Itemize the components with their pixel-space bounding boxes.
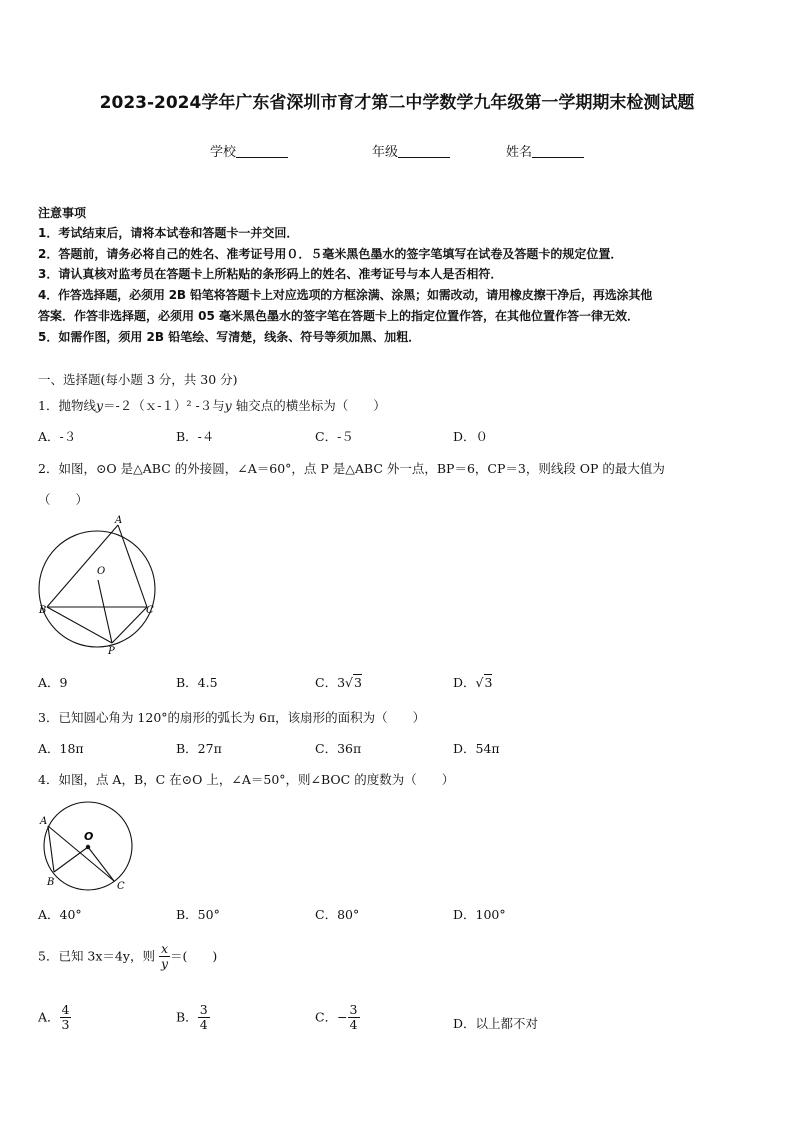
note-item: 3．请认真核对监考员在答题卡上所粘贴的条形码上的姓名、准考证号与本人是否相符．: [38, 267, 503, 281]
note-item: 2．答题前，请务必将自己的姓名、准考证号用０．５毫米黑色墨水的签字笔填写在试卷及答题卡的规定位置．: [38, 247, 623, 261]
q5-option-b-den: 4: [199, 1017, 208, 1033]
q5-frac-den: y: [160, 956, 168, 972]
q1-text-a: 1．抛物线: [38, 398, 96, 413]
q2-option-d-label: D．: [453, 675, 476, 690]
q4-label-a: A: [40, 816, 48, 827]
q5-option-c-label: C．−: [315, 1009, 348, 1025]
q4-chord-ac: [48, 826, 114, 881]
q4-center-dot: [86, 845, 90, 849]
q3-option-b[interactable]: B．27π: [176, 741, 222, 756]
page-title: 2023-2024学年广东省深圳市育才第二中学数学九年级第一学期期末检测试题: [99, 93, 695, 113]
q2-side-ac: [118, 525, 147, 607]
question-5: [38, 942, 217, 972]
q2-side-ab: [47, 525, 118, 607]
section-heading: 一、选择题(每小题 3 分，共 30 分): [38, 372, 238, 387]
q2-option-c[interactable]: C．3√3: [315, 675, 362, 690]
q5-text-a: 5．已知 3x＝4y，则: [38, 948, 155, 964]
q5-option-a-label: A．: [38, 1009, 60, 1025]
q4-option-a[interactable]: A．40°: [38, 907, 82, 922]
school-label: 学校: [210, 145, 237, 160]
q2-option-c-radicand: 3: [354, 675, 362, 690]
q2-label-b: B: [39, 605, 47, 616]
q4-radius-ob: [54, 847, 88, 872]
q3-option-a[interactable]: A．18π: [38, 741, 84, 756]
school-field: [210, 141, 288, 160]
note-item: 4．作答选择题，必须用 2B 铅笔将答题卡上对应选项的方框涂满、涂黑；如需改动，请用橡皮擦干净后，再选涂其他: [38, 288, 653, 302]
q5-option-b[interactable]: [176, 1003, 210, 1033]
q2-label-c: C: [146, 605, 154, 616]
q5-option-b-num: 3: [199, 1002, 208, 1017]
name-field: [506, 141, 584, 160]
q1-option-b[interactable]: B．-４: [176, 429, 215, 444]
q1-var-y: y: [95, 398, 104, 413]
q5-option-c-num: 3: [349, 1002, 358, 1017]
q2-circle-figure: [30, 512, 165, 660]
question-1: [38, 396, 386, 414]
q5-option-c-den: 4: [349, 1017, 358, 1033]
q4-label-c: C: [117, 881, 125, 892]
q5-option-a-den: 3: [61, 1017, 70, 1033]
q4-label-o: O: [84, 830, 94, 843]
q3-option-c[interactable]: C．36π: [315, 741, 362, 756]
q2-segment-bp: [47, 607, 112, 643]
note-item: 1．考试结束后，请将本试卷和答题卡一并交回．: [38, 226, 299, 240]
q2-option-c-coef: C．3: [315, 675, 346, 690]
q4-option-b[interactable]: B．50°: [176, 907, 220, 922]
q5-fraction-x-over-y: [159, 942, 170, 972]
name-blank[interactable]: [532, 145, 584, 158]
q5-frac-num: x: [160, 941, 168, 956]
school-blank[interactable]: [236, 145, 288, 158]
q2-option-b[interactable]: B．4.5: [176, 675, 218, 690]
grade-blank[interactable]: [398, 145, 450, 158]
q4-circle-figure: [36, 796, 141, 896]
q4-radius-oc: [88, 847, 114, 881]
q5-option-d[interactable]: D．以上都不对: [453, 1016, 539, 1031]
q1-text-c: 轴交点的横坐标为（ ）: [231, 398, 386, 413]
q1-option-a[interactable]: A．-３: [38, 429, 77, 444]
question-2-bracket: （ ）: [38, 492, 89, 507]
q3-option-d[interactable]: D．54π: [453, 741, 500, 756]
q1-option-d[interactable]: D．０: [453, 429, 489, 444]
grade-field: [372, 141, 450, 160]
q2-label-p: P: [108, 646, 115, 657]
q5-option-b-label: B．: [176, 1009, 198, 1025]
q5-text-b: ＝( ): [170, 948, 218, 964]
q5-option-a[interactable]: [38, 1003, 71, 1033]
q2-option-d-radicand: 3: [484, 675, 493, 690]
q5-option-c-fraction: [348, 1003, 360, 1033]
q2-option-d[interactable]: D．√3: [453, 675, 493, 690]
q1-option-c[interactable]: C．-５: [315, 429, 354, 444]
q5-option-a-num: 4: [61, 1002, 70, 1017]
note-item: 答案．作答非选择题，必须用 05 毫米黑色墨水的签字笔在答题卡上的指定位置作答，在其他位置作答一律无效．: [38, 309, 640, 323]
question-4: 4．如图，点 A，B，C 在⊙O 上，∠A＝50°，则∠BOC 的度数为（ ）: [38, 772, 455, 787]
q1-var-y2: y: [224, 398, 232, 413]
q5-option-b-fraction: [198, 1003, 210, 1033]
notes-heading: 注意事项: [38, 206, 87, 220]
name-label: 姓名: [506, 145, 533, 160]
q2-circle: [39, 531, 155, 647]
q1-text-b: ＝-２（ｘ-１）² -３与: [103, 398, 225, 413]
q4-option-d[interactable]: D．100°: [453, 907, 506, 922]
question-3: 3．已知圆心角为 120°的扇形的弧长为 6π，该扇形的面积为（ ）: [38, 710, 426, 725]
q2-label-a: A: [115, 515, 123, 526]
q2-label-o: O: [97, 566, 106, 577]
q2-segment-op: [98, 580, 112, 643]
q2-option-a[interactable]: A．9: [38, 675, 68, 690]
question-2: 2．如图，⊙O 是△ABC 的外接圆，∠A＝60°，点 P 是△ABC 外一点，BP＝6，CP＝3，则线段 OP 的最大值为: [38, 461, 665, 476]
q5-option-a-fraction: [60, 1003, 72, 1033]
grade-label: 年级: [372, 145, 399, 160]
q4-label-b: B: [47, 877, 55, 888]
note-item: 5．如需作图，须用 2B 铅笔绘、写清楚，线条、符号等须加黑、加粗．: [38, 330, 421, 344]
q4-option-c[interactable]: C．80°: [315, 907, 360, 922]
q5-option-c[interactable]: [315, 1003, 360, 1033]
